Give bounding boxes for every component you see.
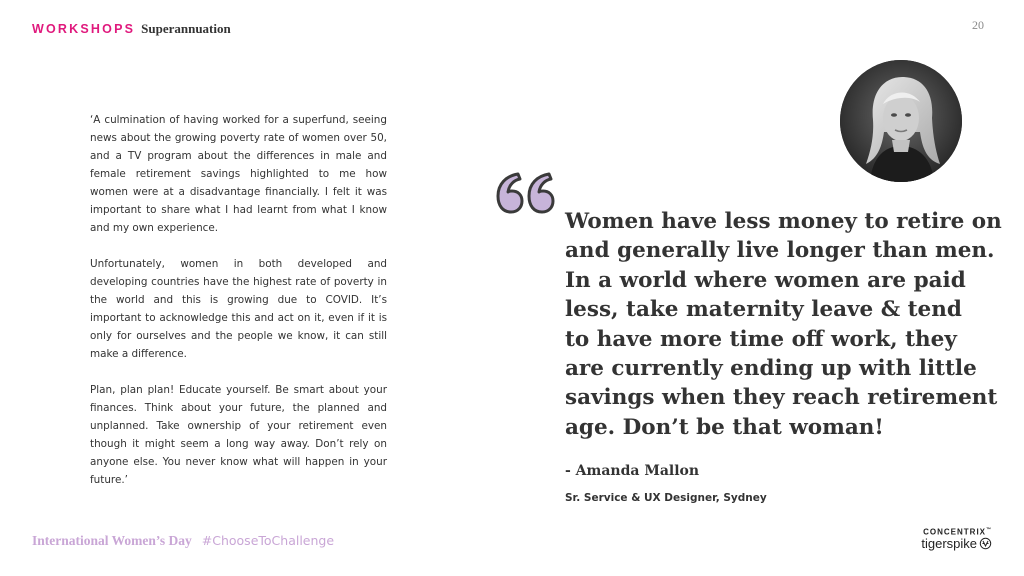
- page-number: 20: [972, 18, 984, 32]
- quote-line: savings when they reach retirement: [565, 385, 998, 411]
- quote-line: to have more time off work, they: [565, 326, 957, 352]
- body-text: [90, 111, 387, 507]
- attribution-name-wrap: [565, 463, 701, 479]
- tiger-icon: [979, 537, 992, 550]
- header-kicker: WORKSHOPS: [32, 22, 136, 36]
- footer-hashtag: #ChooseToChallenge: [201, 533, 335, 548]
- quote-line: age. Don’t be that woman!: [565, 414, 884, 440]
- slide-header: [32, 21, 231, 37]
- body-paragraph: ‘A culmination of having worked for a superfund, seeing news about the growing poverty rate of women over 50, and a TV program about the differences in male and female retirement savings highlighted to me how women were at a disadvantage financially. I felt it was important to share what I had learnt from what I know and my own experience.: [90, 114, 387, 234]
- quote-attribution: [565, 462, 767, 504]
- attribution-name: - Amanda Mallon: [565, 463, 700, 479]
- quote-line: less, take maternity leave & tend: [565, 297, 962, 323]
- logo-sub: tigerspike: [921, 535, 977, 551]
- logo-sub-row: [921, 537, 992, 551]
- quote-line: are currently ending up with little: [565, 356, 977, 382]
- pull-quote: [565, 207, 1002, 442]
- logo-brand-text: CONCENTRIX: [923, 527, 986, 537]
- slide-footer: [32, 533, 334, 549]
- name-highlight: [565, 479, 715, 485]
- logo-trademark: ™: [986, 527, 992, 533]
- company-logo: [921, 527, 992, 551]
- portrait-photo: [840, 60, 962, 182]
- quote-line: In a world where women are paid: [565, 267, 966, 293]
- attribution-role: Sr. Service & UX Designer, Sydney: [565, 492, 767, 504]
- body-paragraph: Unfortunately, women in both developed and developing countries have the highest rate of poverty in the world and this is growing due to COVID. It’s important to acknowledge this and act on it, even if it is only for ourselves and the people we know, it can still make a difference.: [90, 258, 387, 360]
- footer-event: International Women’s Day: [32, 533, 192, 548]
- header-section-title: Superannuation: [141, 21, 231, 36]
- portrait-illustration: [840, 60, 962, 182]
- quote-line: Women have less money to retire on: [565, 209, 1002, 234]
- body-paragraph: Plan, plan plan! Educate yourself. Be smart about your finances. Think about your future, the planned and unplanned. Take ownership of your retirement even though it might seem a long way away. Don’t rely on anyone else. You never know what will happen in your future.’: [90, 384, 387, 486]
- double-quote-icon: [494, 170, 556, 216]
- quote-line: and generally live longer than men.: [565, 238, 995, 264]
